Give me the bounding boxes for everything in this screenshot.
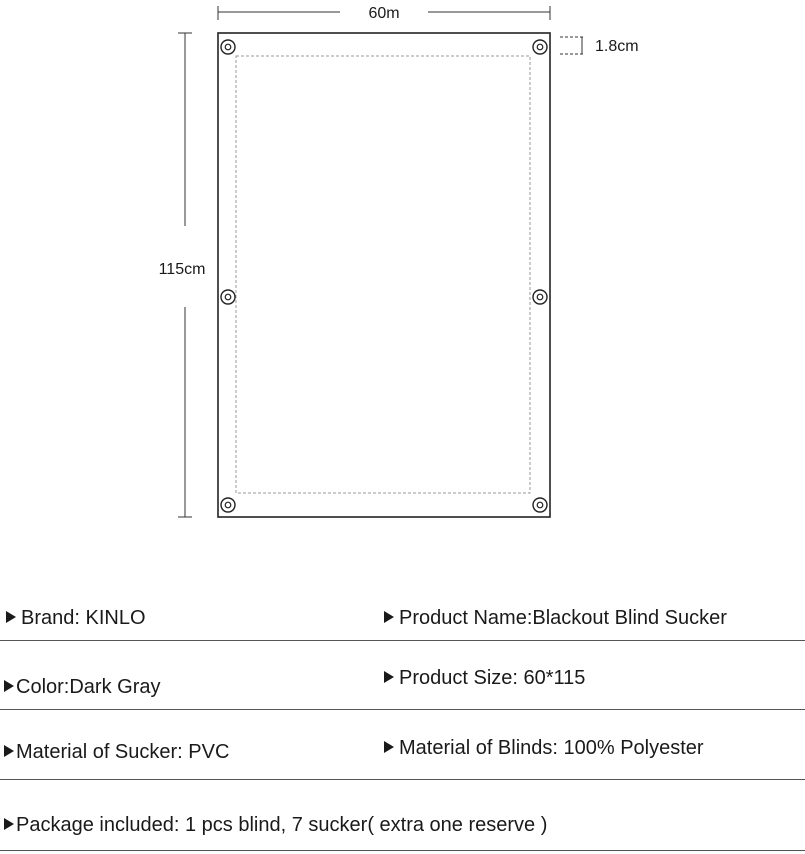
divider	[0, 640, 805, 641]
hem-dimension	[560, 37, 584, 54]
height-label: 115cm	[158, 261, 206, 278]
divider	[0, 709, 805, 710]
spec-product-name: Product Name:Blackout Blind Sucker	[384, 607, 727, 630]
sucker-top-left	[221, 40, 235, 54]
spec-material-blinds: Material of Blinds: 100% Polyester	[384, 737, 704, 760]
blind-hem-line	[236, 56, 530, 493]
sucker-bottom-right	[533, 498, 547, 512]
hem-label: 1.8cm	[595, 38, 639, 55]
spec-brand: Brand: KINLO	[6, 607, 146, 630]
spec-material-sucker: Material of Sucker: PVC	[4, 741, 229, 764]
bullet-triangle-icon	[384, 741, 394, 753]
bullet-triangle-icon	[4, 745, 14, 757]
bullet-triangle-icon	[384, 671, 394, 683]
blind-outline	[218, 33, 550, 517]
sucker-top-right	[533, 40, 547, 54]
divider	[0, 850, 805, 851]
width-label: 60m	[368, 5, 400, 22]
sucker-middle-left	[221, 290, 235, 304]
spec-color: Color:Dark Gray	[4, 676, 160, 699]
bullet-triangle-icon	[4, 818, 14, 830]
spec-product-size: Product Size: 60*115	[384, 667, 585, 690]
sucker-middle-right	[533, 290, 547, 304]
sucker-bottom-left	[221, 498, 235, 512]
divider	[0, 779, 805, 780]
bullet-triangle-icon	[6, 611, 16, 623]
bullet-triangle-icon	[4, 680, 14, 692]
spec-package: Package included: 1 pcs blind, 7 sucker( extra one reserve )	[4, 814, 547, 837]
bullet-triangle-icon	[384, 611, 394, 623]
